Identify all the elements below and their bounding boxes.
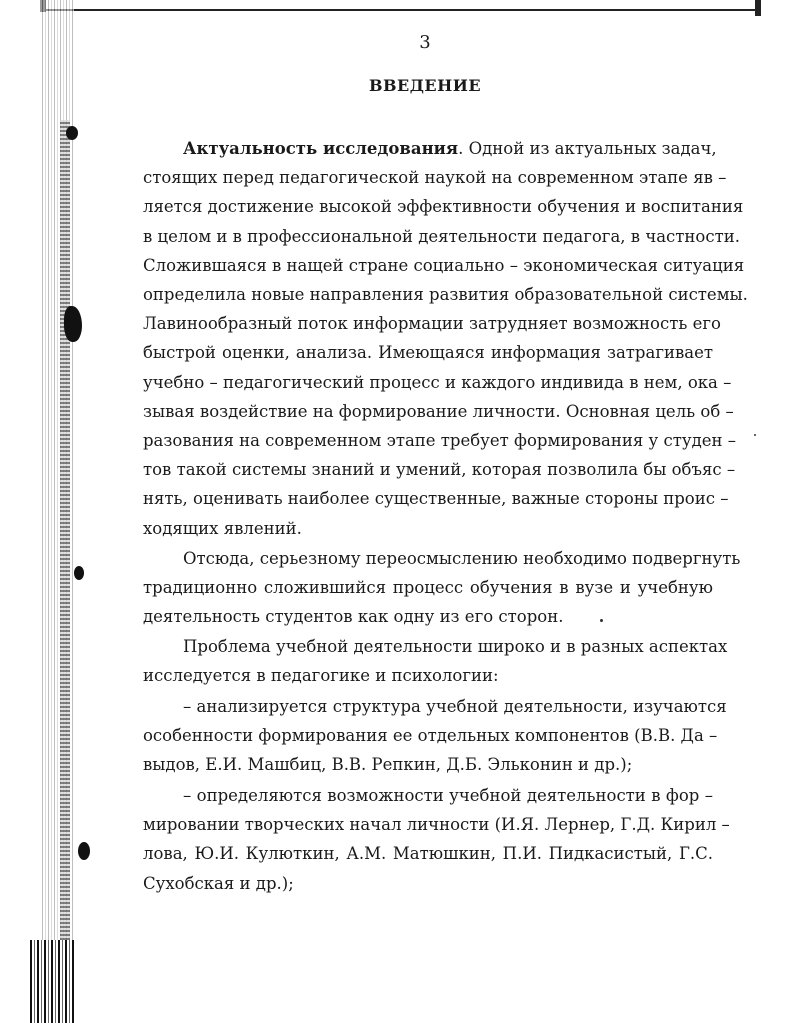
- lead-heading: Актуальность исследования: [183, 139, 459, 158]
- paragraph-relevance: [143, 134, 748, 543]
- text-line: тов такой системы знаний и умений, которая позволила бы объяс –: [143, 460, 736, 480]
- text-line: разования на современном этапе требует формирования у студен –: [143, 431, 736, 451]
- text-line: – определяются возможности учебной деятельности в фор –: [183, 786, 713, 805]
- paragraph-rethinking: [143, 544, 741, 632]
- text-line: в целом и в профессиональной деятельности педагога, в частности.: [143, 226, 740, 246]
- scan-binding-shadow: [60, 120, 70, 960]
- scan-blot: [64, 306, 82, 342]
- scan-binding-shadow: [30, 940, 74, 1023]
- scan-blot: [78, 842, 90, 860]
- scan-mark: [755, 0, 761, 16]
- page-number: 3: [419, 32, 431, 53]
- text-line: ходящих явлений.: [143, 518, 302, 538]
- text-line: исследуется в педагогике и психологии:: [143, 666, 499, 686]
- text-line: Сухобская и др.);: [143, 873, 294, 893]
- text-line: Актуальность исследования. Одной из актуальных задач,: [183, 139, 717, 158]
- text-line: стоящих перед педагогической наукой на современном этапе яв –: [143, 168, 727, 188]
- text-line: Сложившаяся в нащей стране социально – экономическая ситуация: [143, 255, 745, 275]
- text-line: выдов, Е.И. Машбиц, В.В. Репкин, Д.Б. Эльконин и др.);: [143, 755, 633, 775]
- text-line: зывая воздействие на формирование личности. Основная цель об –: [143, 401, 734, 421]
- text-line: мировании творческих начал личности (И.Я. Лернер, Г.Д. Кирил –: [143, 815, 730, 835]
- scan-border-top: [40, 0, 760, 11]
- text-line: Лавинообразный поток информации затрудняет возможность его: [143, 314, 721, 334]
- text-line: деятельность студентов как одну из его сторон.: [143, 607, 564, 627]
- page-title: ВВЕДЕНИЕ: [368, 76, 482, 95]
- text-line: нять, оценивать наиболее существенные, важные стороны проис –: [143, 489, 729, 509]
- text-line: особенности формирования ее отдельных компонентов (В.В. Да –: [143, 726, 718, 746]
- scan-blot: [66, 126, 78, 140]
- text-line: традиционно сложившийся процесс обучения в вузе и учебную: [143, 578, 713, 598]
- scan-blot: [74, 566, 84, 580]
- scan-speck: [754, 434, 756, 436]
- text-line: учебно – педагогический процесс и каждого индивида в нем, ока –: [143, 372, 732, 392]
- list-item-creativity: [143, 781, 730, 898]
- paragraph-problem: [143, 632, 728, 690]
- text-line: ляется достижение высокой эффективности обучения и воспитания: [143, 197, 744, 217]
- text-line: лова, Ю.И. Кулюткин, А.М. Матюшкин, П.И. Пидкасистый, Г.С.: [143, 844, 713, 864]
- list-item-structure: [143, 692, 727, 780]
- text-line: быстрой оценки, анализа. Имеющаяся информация затрагивает: [143, 343, 713, 363]
- text-line: Проблема учебной деятельности широко и в разных аспектах: [183, 637, 728, 656]
- text-line: Отсюда, серьезному переосмыслению необходимо подвергнуть: [183, 549, 741, 568]
- text-line: – анализируется структура учебной деятельности, изучаются: [183, 697, 727, 716]
- text-line: определила новые направления развития образовательной системы.: [143, 285, 748, 305]
